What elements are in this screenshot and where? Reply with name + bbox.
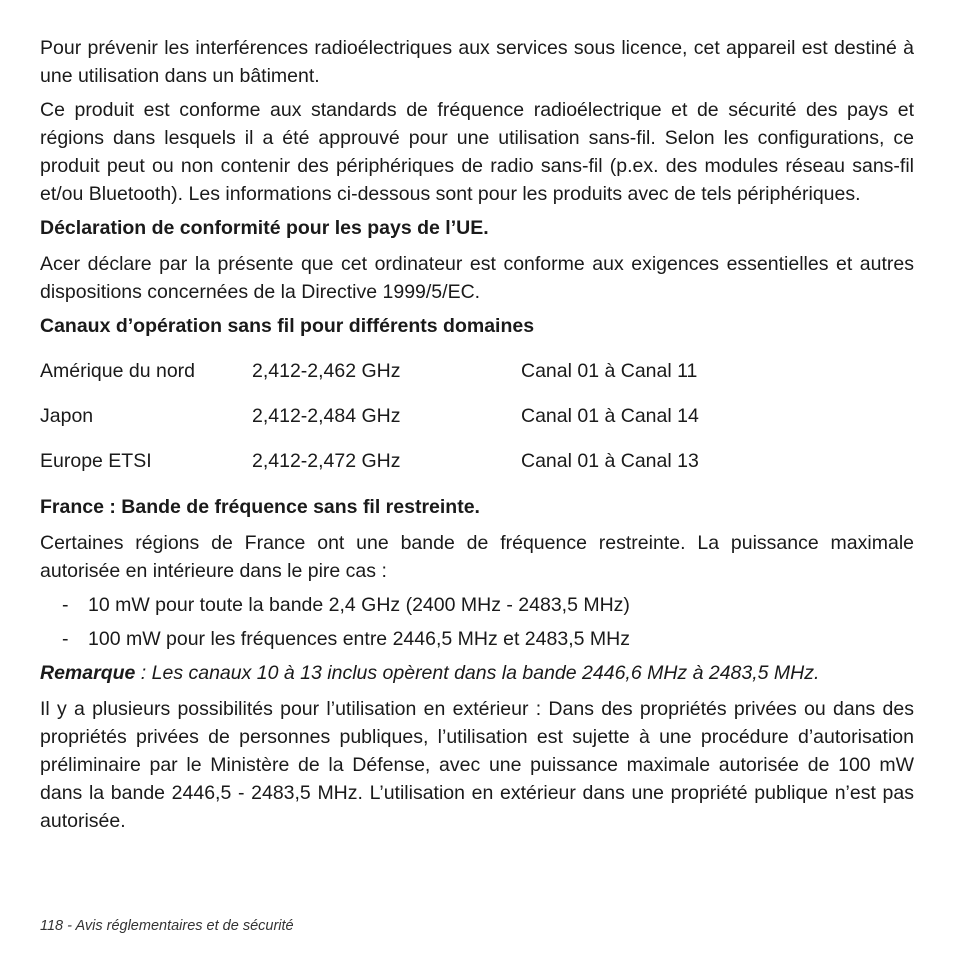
list-item-text: 10 mW pour toute la bande 2,4 GHz (2400 MHz - 2483,5 MHz) — [88, 594, 630, 616]
dash-bullet: - — [62, 594, 69, 616]
frequency-cell: 2,412-2,472 GHz — [252, 449, 401, 472]
acer-declaration-paragraph: Acer déclare par la présente que cet ordinateur est conforme aux exigences essentielles et autres dispositions concernées de la Directive 1999/5/EC. — [40, 253, 914, 303]
france-paragraph: Certaines régions de France ont une bande de fréquence restreinte. La puissance maximale autorisée en intérieure dans le pire cas : — [40, 532, 914, 582]
dash-bullet: - — [62, 628, 69, 650]
list-item-text: 100 mW pour les fréquences entre 2446,5 MHz et 2483,5 MHz — [88, 628, 630, 650]
channel-row — [40, 348, 914, 393]
region-cell: Amérique du nord — [40, 359, 196, 382]
channel-cell: Canal 01 à Canal 11 — [521, 359, 698, 382]
page-footer: 118 - Avis réglementaires et de sécurité — [40, 918, 294, 934]
ue-declaration-heading: Déclaration de conformité pour les pays de l’UE. — [40, 217, 489, 239]
france-heading: France : Bande de fréquence sans fil restreinte. — [40, 496, 480, 518]
intro-paragraph: Pour prévenir les interférences radioélectriques aux services sous licence, cet appareil est destiné à une utilisation dans un bâtiment. — [40, 37, 914, 87]
compliance-paragraph: Ce produit est conforme aux standards de fréquence radioélectrique et de sécurité des pays et régions dans lesquels il a été approuvé pour une utilisation sans-fil. Selon les configurations, ce produit peut ou non contenir des périphériques de radio sans-fil (p.ex. des modules réseau sans-fil et/ou Bluetooth). Les informations ci-dessous sont pour les produits avec de tels périphériques. — [40, 99, 914, 205]
channel-row — [40, 393, 914, 438]
channel-row — [40, 438, 914, 483]
power-limits-list — [40, 591, 914, 653]
outdoor-use-paragraph: Il y a plusieurs possibilités pour l’utilisation en extérieur : Dans des propriétés privées ou dans des propriétés privées de personnes publiques, l’utilisation est sujette à une procédure d’autorisation préliminaire par le Ministère de la Défense, avec une puissance maximale autorisée de 100 mW dans la bande 2446,5 - 2483,5 MHz. L’utilisation en extérieur dans une propriété publique n’est pas autorisée. — [40, 698, 914, 832]
document-page — [40, 34, 914, 841]
region-cell: Europe ETSI — [40, 449, 152, 472]
list-item — [40, 591, 914, 619]
channels-heading: Canaux d’opération sans fil pour différents domaines — [40, 315, 535, 337]
channel-cell: Canal 01 à Canal 14 — [521, 404, 699, 427]
channels-table — [40, 348, 914, 483]
note-text: : Les canaux 10 à 13 inclus opèrent dans la bande 2446,6 MHz à 2483,5 MHz. — [135, 662, 820, 684]
note — [40, 659, 914, 687]
frequency-cell: 2,412-2,484 GHz — [252, 404, 401, 427]
channel-cell: Canal 01 à Canal 13 — [521, 449, 699, 472]
frequency-cell: 2,412-2,462 GHz — [252, 359, 401, 382]
list-item — [40, 625, 914, 653]
region-cell: Japon — [40, 404, 94, 427]
note-label: Remarque — [40, 662, 136, 684]
